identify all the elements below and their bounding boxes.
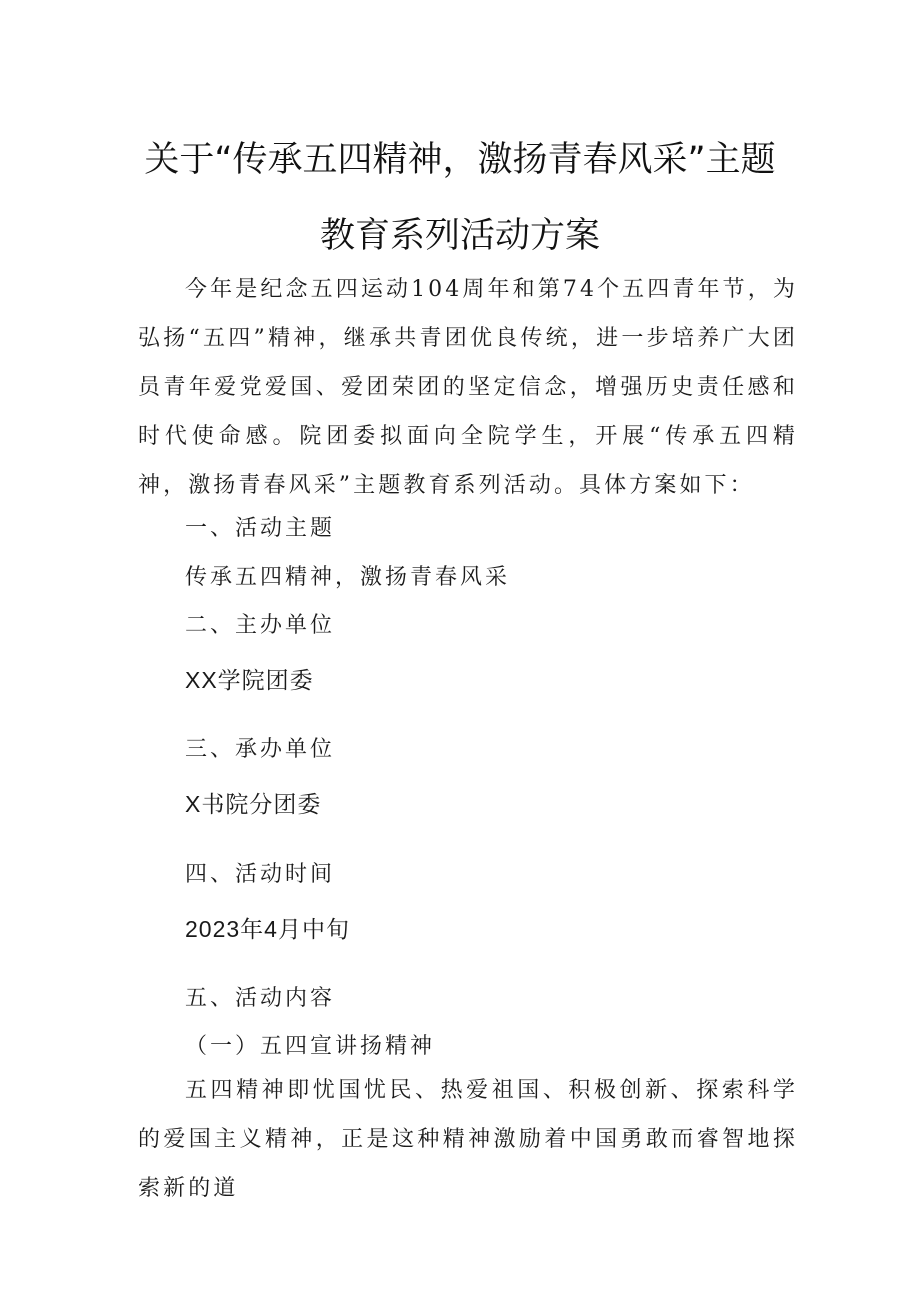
section-3-heading: 三、承办单位 — [185, 737, 336, 762]
section-1-heading: 一、活动主题 — [185, 516, 336, 541]
intro-paragraph: 今年是纪念五四运动104周年和第74个五四青年节，为弘扬“五四”精神，继承共青团优良传统，进一步培养广大团员青年爱党爱国、爱团荣团的坚定信念，增强历史责任感和时代使命感。院团委拟面向全院学生，开展“传承五四精神，激扬青春风采”主题教育系列活动。具体方案如下： — [138, 277, 798, 498]
intro-paragraph-block — [138, 265, 798, 510]
section-3-content: X书院分团委 — [185, 791, 322, 817]
section-5-body-block — [138, 1066, 798, 1213]
section-2-heading: 二、主办单位 — [185, 613, 336, 638]
section-5-heading: 五、活动内容 — [185, 986, 336, 1011]
section-4-heading: 四、活动时间 — [185, 862, 336, 887]
section-4-content: 2023年4月中旬 — [185, 916, 350, 942]
section-1-content: 传承五四精神，激扬青春风采 — [185, 565, 511, 590]
document-title-line-1: 关于“传承五四精神，激扬青春风采”主题 — [144, 140, 776, 180]
section-2-content: XX学院团委 — [185, 667, 314, 693]
document-title-line-2: 教育系列活动方案 — [319, 216, 600, 256]
section-5-subheading: （一）五四宣讲扬精神 — [185, 1034, 436, 1059]
section-5-body-paragraph: 五四精神即忧国忧民、热爱祖国、积极创新、探索科学的爱国主义精神，正是这种精神激励着中国勇敢而睿智地探索新的道 — [138, 1078, 798, 1201]
